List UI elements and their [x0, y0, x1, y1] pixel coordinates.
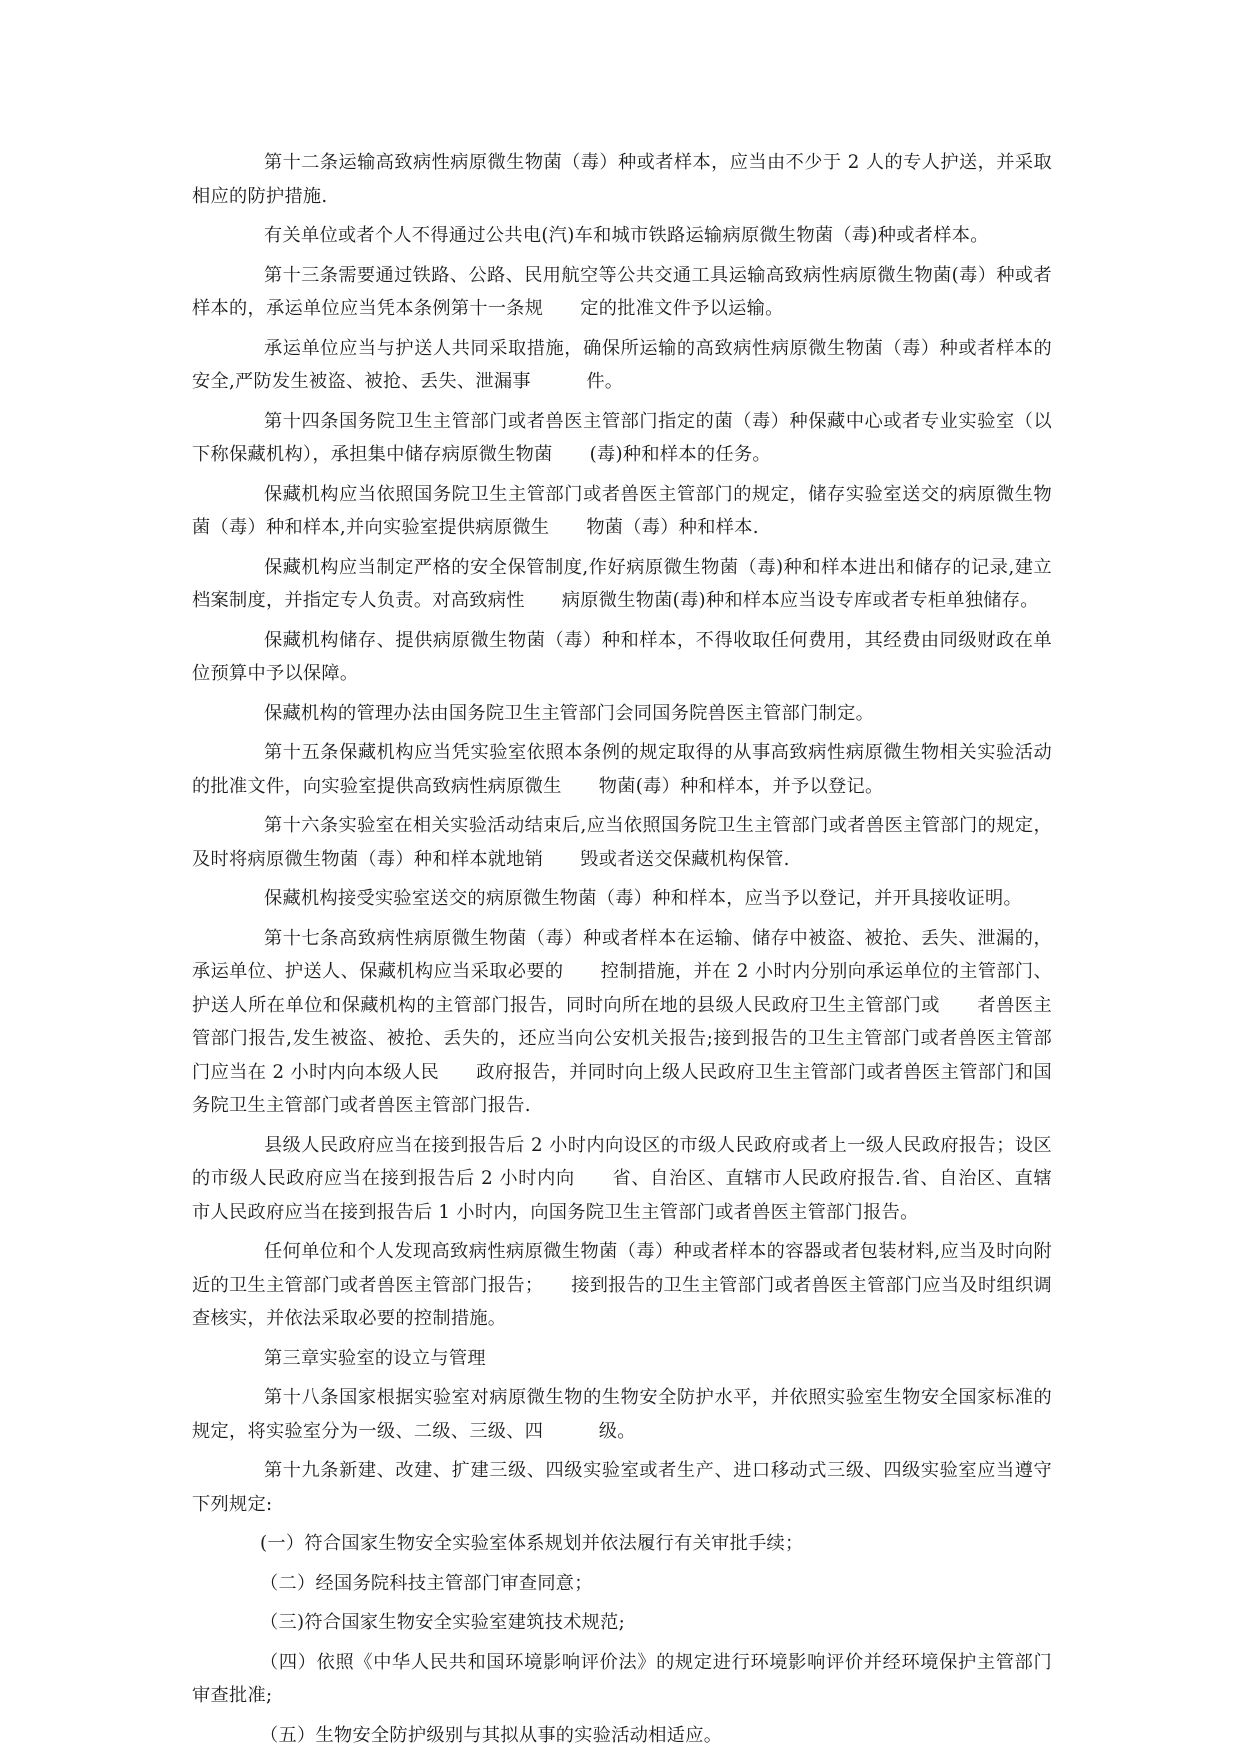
paragraph-article-16: 第十六条实验室在相关实验活动结束后,应当依照国务院卫生主管部门或者兽医主管部门的规定，及时将病原微生物菌（毒）种和样本就地销 毁或者送交保藏机构保管.: [192, 815, 1052, 870]
document-page: [192, 146, 1052, 1758]
paragraph-article-19: 第十九条新建、改建、扩建三级、四级实验室或者生产、进口移动式三级、四级实验室应当遵守下列规定:: [192, 1460, 1052, 1515]
paragraph-article-12: 第十二条运输高致病性病原微生物菌（毒）种或者样本，应当由不少于 2 人的专人护送，并采取相应的防护措施.: [192, 152, 1052, 207]
paragraph-article-13-security: 承运单位应当与护送人共同采取措施，确保所运输的高致病性病原微生物菌（毒）种或者样本的安全,严防发生被盗、被抢、丢失、泄漏事 件。: [192, 337, 1052, 392]
paragraph-article-16-receipt: 保藏机构接受实验室送交的病原微生物菌（毒）种和样本，应当予以登记，并开具接收证明。: [264, 888, 1022, 909]
paragraph-article-12-transport-restriction: 有关单位或者个人不得通过公共电(汽)车和城市铁路运输病原微生物菌（毒)种或者样本。: [264, 225, 989, 246]
paragraph-article-14: 第十四条国务院卫生主管部门或者兽医主管部门指定的菌（毒）种保藏中心或者专业实验室（以下称保藏机构），承担集中储存病原微生物菌 (毒)种和样本的任务。: [192, 410, 1052, 465]
paragraph-article-15: 第十五条保藏机构应当凭实验室依照本条例的规定取得的从事高致病性病原微生物相关实验活动的批准文件，向实验室提供高致病性病原微生 物菌(毒）种和样本，并予以登记。: [192, 742, 1052, 797]
paragraph-article-14-storage: 保藏机构应当依照国务院卫生主管部门或者兽医主管部门的规定，储存实验室送交的病原微生物菌（毒）种和样本,并向实验室提供病原微生 物菌（毒）种和样本.: [192, 483, 1052, 538]
chapter-heading: 第三章实验室的设立与管理: [264, 1347, 486, 1369]
paragraph-article-17-discovery: 任何单位和个人发现高致病性病原微生物菌（毒）种或者样本的容器或者包装材料,应当及时向附近的卫生主管部门或者兽医主管部门报告； 接到报告的卫生主管部门或者兽医主管部门应当及时组织调查核实，并依法采取必要的控制措施。: [192, 1241, 1052, 1329]
list-item-4: （四）依照《中华人民共和国环境影响评价法》的规定进行环境影响评价并经环境保护主管部门审查批准;: [192, 1651, 1052, 1706]
paragraph-article-17-county-report: 县级人民政府应当在接到报告后 2 小时内向设区的市级人民政府或者上一级人民政府报告；设区的市级人民政府应当在接到报告后 2 小时内向 省、自治区、直辖市人民政府报告.省、自治区、直辖市人民政府应当在接到报告后 1 小时内，向国务院卫生主管部门或者兽医主管部门报告。: [192, 1134, 1052, 1223]
paragraph-article-17: 第十七条高致病性病原微生物菌（毒）种或者样本在运输、储存中被盗、被抢、丢失、泄漏的，承运单位、护送人、保藏机构应当采取必要的 控制措施，并在 2 小时内分别向承运单位的主管部门、护送人所在单位和保藏机构的主管部门报告，同时向所在地的县级人民政府卫生主管部门或 者兽医主管部门报告,发生被盗、被抢、丢失的，还应当向公安机关报告;接到报告的卫生主管部门或者兽医主管部门应当在 2 小时内向本级人民 政府报告，并同时向上级人民政府卫生主管部门或者兽医主管部门和国务院卫生主管部门或者兽医主管部门报告.: [192, 927, 1052, 1116]
paragraph-article-14-safekeeping: 保藏机构应当制定严格的安全保管制度,作好病原微生物菌（毒)种和样本进出和储存的记录,建立档案制度，并指定专人负责。对高致病性 病原微生物菌(毒)种和样本应当设专库或者专柜单独储存。: [192, 556, 1052, 611]
list-item-1: (一）符合国家生物安全实验室体系规划并依法履行有关审批手续；: [260, 1533, 804, 1554]
paragraph-article-14-funding: 保藏机构储存、提供病原微生物菌（毒）种和样本，不得收取任何费用，其经费由同级财政在单位预算中予以保障。: [192, 629, 1052, 684]
paragraph-article-18: 第十八条国家根据实验室对病原微生物的生物安全防护水平，并依照实验室生物安全国家标准的规定，将实验室分为一级、二级、三级、四 级。: [192, 1387, 1052, 1442]
paragraph-article-13: 第十三条需要通过铁路、公路、民用航空等公共交通工具运输高致病性病原微生物菌(毒）种或者样本的，承运单位应当凭本条例第十一条规 定的批准文件予以运输。: [192, 264, 1052, 319]
list-item-3: （三)符合国家生物安全实验室建筑技术规范;: [260, 1612, 626, 1633]
paragraph-article-14-management: 保藏机构的管理办法由国务院卫生主管部门会同国务院兽医主管部门制定。: [264, 702, 875, 724]
list-item-2: （二）经国务院科技主管部门审查同意；: [260, 1572, 593, 1594]
list-item-5: （五）生物安全防护级别与其拟从事的实验活动相适应。: [260, 1724, 723, 1746]
